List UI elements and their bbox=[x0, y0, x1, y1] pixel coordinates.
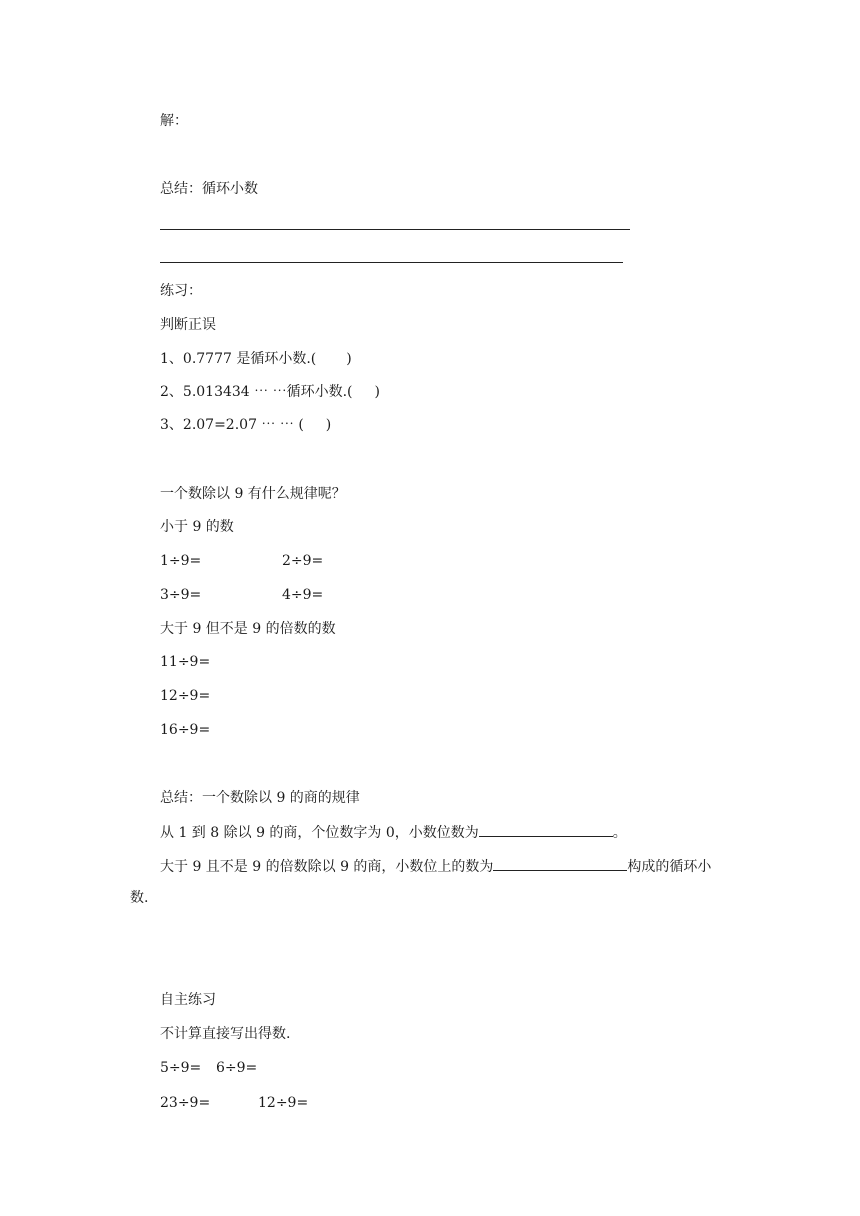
answer-line-2 bbox=[160, 262, 623, 263]
greater-item-3: 16÷9= bbox=[160, 722, 211, 738]
greater-item-2: 12÷9= bbox=[160, 688, 211, 704]
less-row2-b: 4÷9= bbox=[282, 587, 324, 603]
less-row1-b: 2÷9= bbox=[282, 553, 324, 569]
less-row2-a: 3÷9= bbox=[160, 587, 202, 603]
practice-item-3-text: 3、2.07=2.07 ⋯ ⋯ ( bbox=[160, 417, 304, 433]
practice-item-1-close: ) bbox=[346, 351, 352, 367]
fill-blank-2[interactable] bbox=[493, 856, 627, 871]
divide-by-nine-question: 一个数除以 9 有什么规律呢？ bbox=[160, 486, 346, 502]
summary-nine-line-2-text: 大于 9 且不是 9 的倍数除以 9 的商，小数位上的数为 bbox=[160, 859, 494, 875]
greater-than-nine-title: 大于 9 但不是 9 的倍数的数 bbox=[160, 621, 336, 637]
fill-blank-1[interactable] bbox=[479, 822, 613, 837]
summary-repeating-decimal-title: 总结：循环小数 bbox=[160, 181, 258, 197]
summary-nine-line-1 bbox=[160, 822, 627, 842]
less-than-nine-title: 小于 9 的数 bbox=[160, 519, 234, 535]
practice-subtitle: 判断正误 bbox=[160, 317, 216, 333]
practice-item-3 bbox=[160, 416, 331, 434]
answer-line-1 bbox=[160, 229, 630, 230]
summary-nine-line-2-end: 构成的循环小 bbox=[627, 859, 712, 875]
summary-nine-line-1-end: 。 bbox=[612, 825, 627, 841]
self-row1-b: 6÷9= bbox=[216, 1060, 258, 1076]
practice-item-1 bbox=[160, 350, 352, 368]
self-row1-a: 5÷9= bbox=[160, 1060, 202, 1076]
practice-item-3-close: ) bbox=[325, 417, 332, 433]
practice-item-2 bbox=[160, 383, 380, 401]
self-practice-instruction: 不计算直接写出得数. bbox=[160, 1026, 291, 1042]
summary-nine-line-2 bbox=[160, 856, 711, 876]
summary-nine-line-3: 数. bbox=[130, 890, 149, 906]
practice-item-2-text: 2、5.013434 ⋯ ⋯循环小数.( bbox=[160, 384, 353, 400]
practice-item-2-close: ) bbox=[374, 384, 380, 400]
summary-nine-line-1-text: 从 1 到 8 除以 9 的商，个位数字为 0，小数位数为 bbox=[160, 825, 479, 841]
practice-title: 练习： bbox=[160, 283, 202, 299]
greater-item-1: 11÷9= bbox=[160, 654, 211, 670]
self-practice-title: 自主练习 bbox=[160, 992, 216, 1008]
answer-label: 解： bbox=[160, 113, 188, 129]
self-row2-a: 23÷9= bbox=[160, 1095, 211, 1111]
self-row2-b: 12÷9= bbox=[258, 1095, 309, 1111]
summary-nine-rule-title: 总结：一个数除以 9 的商的规律 bbox=[160, 790, 360, 806]
less-row1-a: 1÷9= bbox=[160, 553, 202, 569]
practice-item-1-text: 1、0.7777 是循环小数.( bbox=[160, 351, 317, 367]
